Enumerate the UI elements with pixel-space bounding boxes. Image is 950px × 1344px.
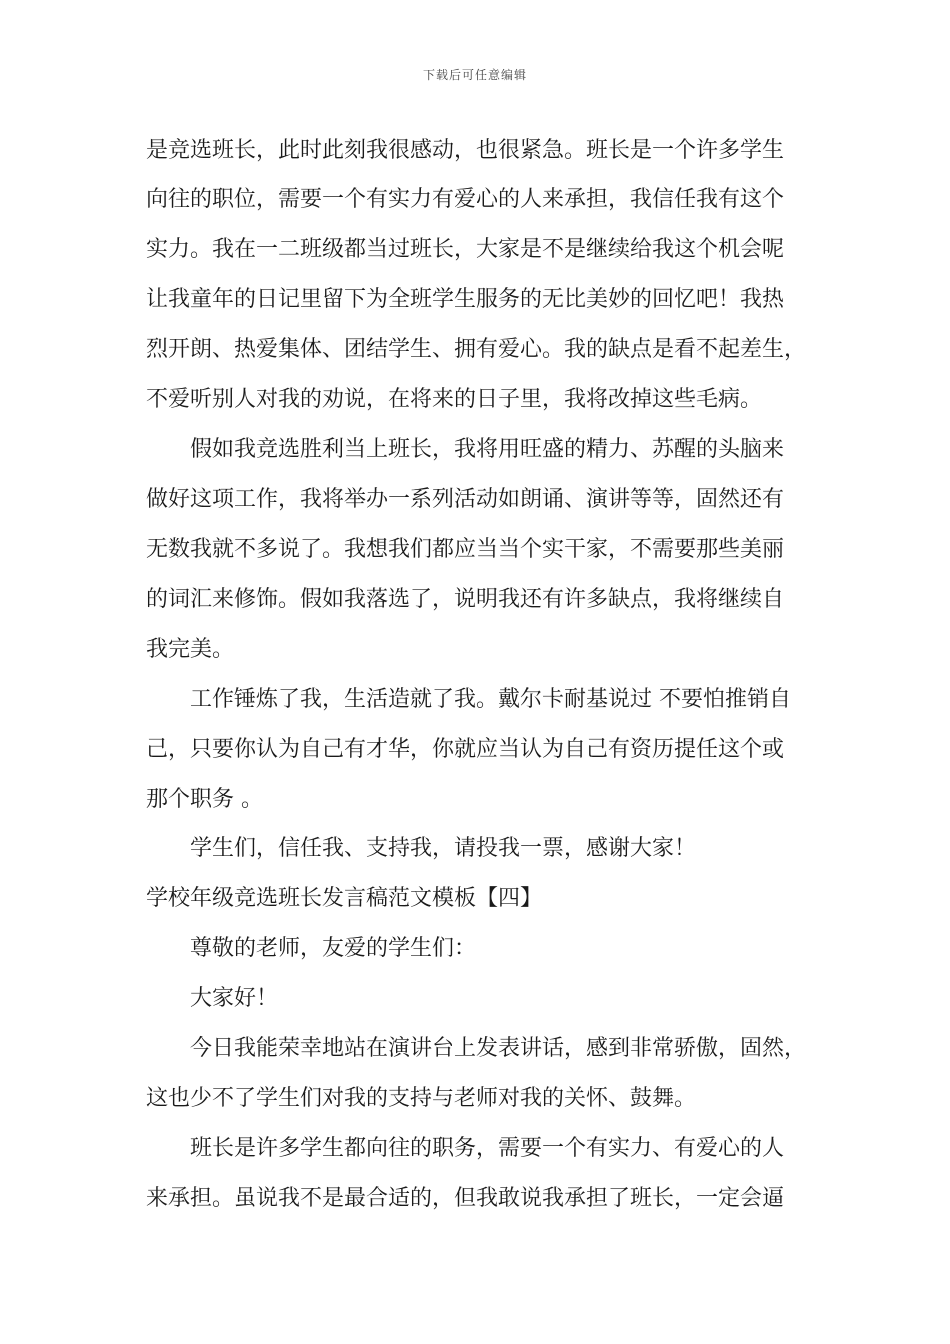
text-line: 是竞选班长，此时此刻我很感动，也很紧急。班长是一个许多学生 [146, 138, 785, 163]
text-line: 工作锤炼了我，生活造就了我。戴尔卡耐基说过 不要怕推销自 [190, 687, 791, 712]
text-line: 假如我竞选胜利当上班长，我将用旺盛的精力、苏醒的头脑来 [190, 437, 785, 462]
text-line: 大家好！ [190, 986, 279, 1011]
text-line: 尊敬的老师，友爱的学生们： [190, 936, 477, 961]
text-line: 实力。我在一二班级都当过班长，大家是不是继续给我这个机会呢 [146, 237, 785, 262]
text-line: 的词汇来修饰。假如我落选了，说明我还有许多缺点，我将继续自 [146, 587, 785, 612]
text-line: 让我童年的日记里留下为全班学生服务的无比美妙的回忆吧！我热 [146, 287, 785, 312]
text-line: 无数我就不多说了。我想我们都应当当个实干家，不需要那些美丽 [146, 537, 785, 562]
text-line: 那个职务 。 [146, 787, 263, 812]
text-line: 今日我能荣幸地站在演讲台上发表讲话，感到非常骄傲，固然， [190, 1036, 807, 1061]
text-line: 不爱听别人对我的劝说，在将来的日子里，我将改掉这些毛病。 [146, 387, 763, 412]
text-line: 学生们，信任我、支持我，请投我一票，感谢大家！ [190, 836, 697, 861]
text-line: 己，只要你认为自己有才华，你就应当认为自己有资历提任这个或 [146, 737, 785, 762]
text-line: 向往的职位，需要一个有实力有爱心的人来承担，我信任我有这个 [146, 187, 785, 212]
text-line: 这也少不了学生们对我的支持与老师对我的关怀、鼓舞。 [146, 1086, 697, 1111]
text-line: 班长是许多学生都向往的职务，需要一个有实力、有爱心的人 [190, 1136, 785, 1161]
text-line: 我完美。 [146, 637, 235, 662]
text-line: 来承担。虽说我不是最合适的，但我敢说我承担了班长，一定会逼 [146, 1186, 785, 1211]
page-header: 下载后可任意编辑 [422, 68, 527, 82]
text-line: 烈开朗、热爱集体、团结学生、拥有爱心。我的缺点是看不起差生， [146, 337, 807, 362]
text-line: 做好这项工作，我将举办一系列活动如朗诵、演讲等等，固然还有 [146, 487, 785, 512]
section-heading: 学校年级竞选班长发言稿范文模板【四】 [146, 886, 543, 911]
